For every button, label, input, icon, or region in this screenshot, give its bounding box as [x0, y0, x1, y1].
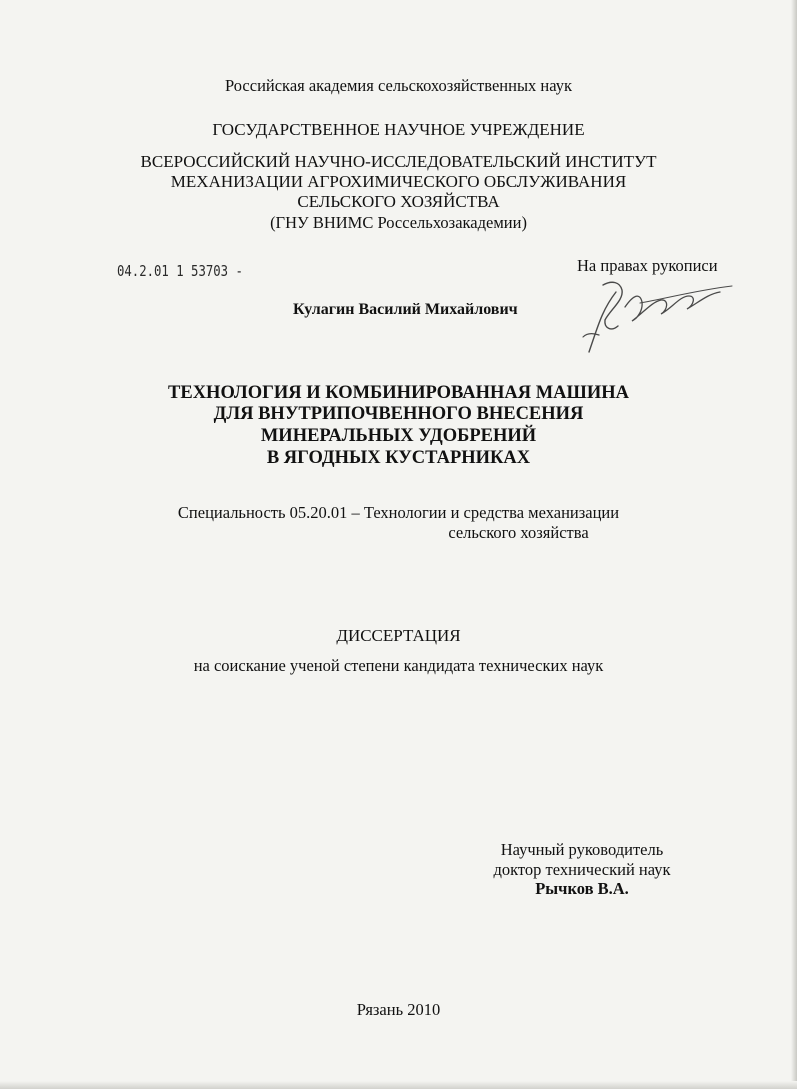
- specialty-line-2: сельского хозяйства: [448, 523, 589, 542]
- page-bottom-shadow: [0, 1081, 797, 1089]
- city-and-year: Рязань 2010: [356, 1000, 441, 1019]
- title-line-2: ДЛЯ ВНУТРИПОЧВЕННОГО ВНЕСЕНИЯ: [213, 404, 584, 424]
- institution-name-line-2: МЕХАНИЗАЦИИ АГРОХИМИЧЕСКОГО ОБСЛУЖИВАНИЯ: [170, 172, 627, 191]
- author-name: Кулагин Василий Михайлович: [293, 301, 518, 318]
- institution-name-line-1: ВСЕРОССИЙСКИЙ НАУЧНО-ИССЛЕДОВАТЕЛЬСКИЙ ИНСТИТУТ: [140, 152, 657, 171]
- title-line-1: ТЕХНОЛОГИЯ И КОМБИНИРОВАННАЯ МАШИНА: [168, 383, 629, 403]
- advisor-name: Рычков В.А.: [535, 879, 629, 898]
- institution-abbreviation: (ГНУ ВНИМС Россельхозакадемии): [270, 213, 527, 232]
- author-signature: [572, 272, 742, 362]
- academy-name: Российская академия сельскохозяйственных наук: [225, 76, 572, 95]
- title-line-3: МИНЕРАЛЬНЫХ УДОБРЕНИЙ: [260, 426, 537, 446]
- manuscript-rights-note: На правах рукописи: [577, 256, 718, 275]
- dissertation-type: ДИССЕРТАЦИЯ: [336, 626, 461, 645]
- specialty-line-1: Специальность 05.20.01 – Технологии и средства механизации: [177, 503, 620, 522]
- title-line-4: В ЯГОДНЫХ КУСТАРНИКАХ: [266, 448, 531, 468]
- institution-type: ГОСУДАРСТВЕННОЕ НАУЧНОЕ УЧРЕЖДЕНИЕ: [212, 120, 585, 139]
- advisor-degree: доктор технический наук: [493, 860, 671, 879]
- advisor-role: Научный руководитель: [500, 840, 664, 859]
- institution-name-line-3: СЕЛЬСКОГО ХОЗЯЙСТВА: [297, 192, 500, 211]
- degree-description: на соискание ученой степени кандидата технических наук: [193, 656, 604, 675]
- registry-stamp-number: 04.2.01 1 53703 -: [117, 262, 243, 280]
